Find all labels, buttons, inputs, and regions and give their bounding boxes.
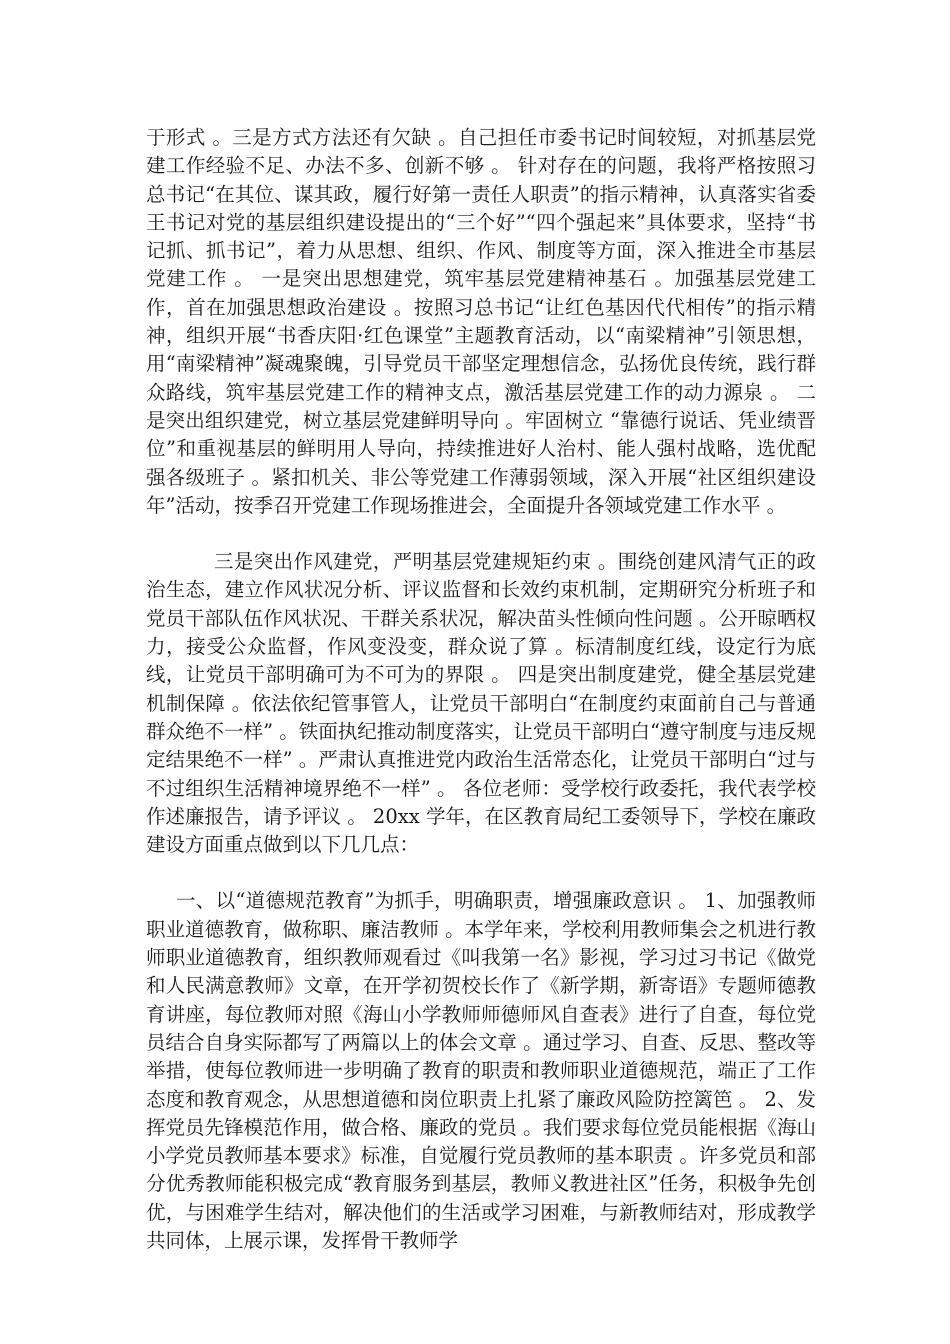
- paragraph-party-building-1: 于形式 。三是方式方法还有欠缺 。自己担任市委书记时间较短，对抓基层党建工作经验不足、办法不多、创新不够 。 针对存在的问题，我将严格按照习总书记“在其位、谋其政，履行好第一责任人职责”的指示精神，认真落实省委王书记对党的基层组织建设提出的“三个好”“四个强起来”具体要求，坚持“书记抓、抓书记”，着力从思想、组织、作风、制度等方面，深入推进全市基层党建工作 。 一是突出思想建党，筑牢基层党建精神基石 。加强基层党建工作，首在加强思想政治建设 。按照习总书记“让红色基因代代相传”的指示精神，组织开展“书香庆阳·红色课堂”主题教育活动，以“南梁精神”引领思想，用“南梁精神”凝魂聚魄，引导党员干部坚定理想信念，弘扬优良传统，践行群众路线，筑牢基层党建工作的精神支点，激活基层党建工作的动力源泉 。 二是突出组织建党，树立基层党建鲜明导向 。牢固树立 “靠德行说话、凭业绩晋位”和重视基层的鲜明用人导向，持续推进好人治村、能人强村战略，选优配强各级班子 。紧扣机关、非公等党建工作薄弱领域，深入开展“社区组织建设年”活动，按季召开党建工作现场推进会，全面提升各领域党建工作水平 。: [146, 126, 816, 517]
- paragraph-gap: [146, 520, 816, 548]
- paragraph-integrity-report: 一、以“道德规范教育”为抓手，明确职责，增强廉政意识 。 1、加强教师职业道德教育，做称职、廉洁教师 。本学年来，学校利用教师集会之机进行教师职业道德教育，组织教师观看过《叫我第一名》影视，学习过习书记《做党和人民满意教师》文章，在开学初贺校长作了《新学期，新寄语》专题师德教育讲座，每位教师对照《海山小学教师师德师风自查表》进行了自查，每位党员结合自身实际都写了两篇以上的体会文章 。通过学习、自查、反思、整改等举措，使每位教师进一步明确了教育的职责和教师职业道德规范，端正了工作态度和教育观念，从思想道德和岗位职责上扎紧了廉政风险防控篱笆 。 2、发挥党员先锋模范作用，做合格、廉政的党员 。我们要求每位党员能根据《海山小学党员教师基本要求》标准，自觉履行党员教师的基本职责 。许多党员和部分优秀教师能积极完成“教育服务到基层，教师义教进社区”任务，积极争先创优，与困难学生结对，解决他们的生活或学习困难，与新教师结对，形成教学共同体，上展示课，发挥骨干教师学: [146, 889, 816, 1252]
- document-page: [146, 124, 816, 1255]
- paragraph-gap: [146, 859, 816, 887]
- paragraph-party-building-2: 三是突出作风建党，严明基层党建规矩约束 。围绕创建风清气正的政治生态，建立作风状况分析、评议监督和长效约束机制，定期研究分析班子和党员干部队伍作风状况、干群关系状况，解决苗头性倾向性问题 。公开晾晒权力，接受公众监督，作风变没变，群众说了算 。标清制度红线，设定行为底线，让党员干部明确可为不可为的界限 。 四是突出制度建党，健全基层党建机制保障 。依法依纪管事管人，让党员干部明白“在制度约束面前自己与普通群众绝不一样” 。铁面执纪推动制度落实，让党员干部明白“遵守制度与违反规定结果绝不一样” 。严肃认真推进党内政治生活常态化，让党员干部明白“过与不过组织生活精神境界绝不一样” 。 各位老师：受学校行政委托，我代表学校作述廉报告，请予评议 。 20xx 学年，在区教育局纪工委领导下，学校在廉政建设方面重点做到以下几几点：: [146, 550, 816, 857]
